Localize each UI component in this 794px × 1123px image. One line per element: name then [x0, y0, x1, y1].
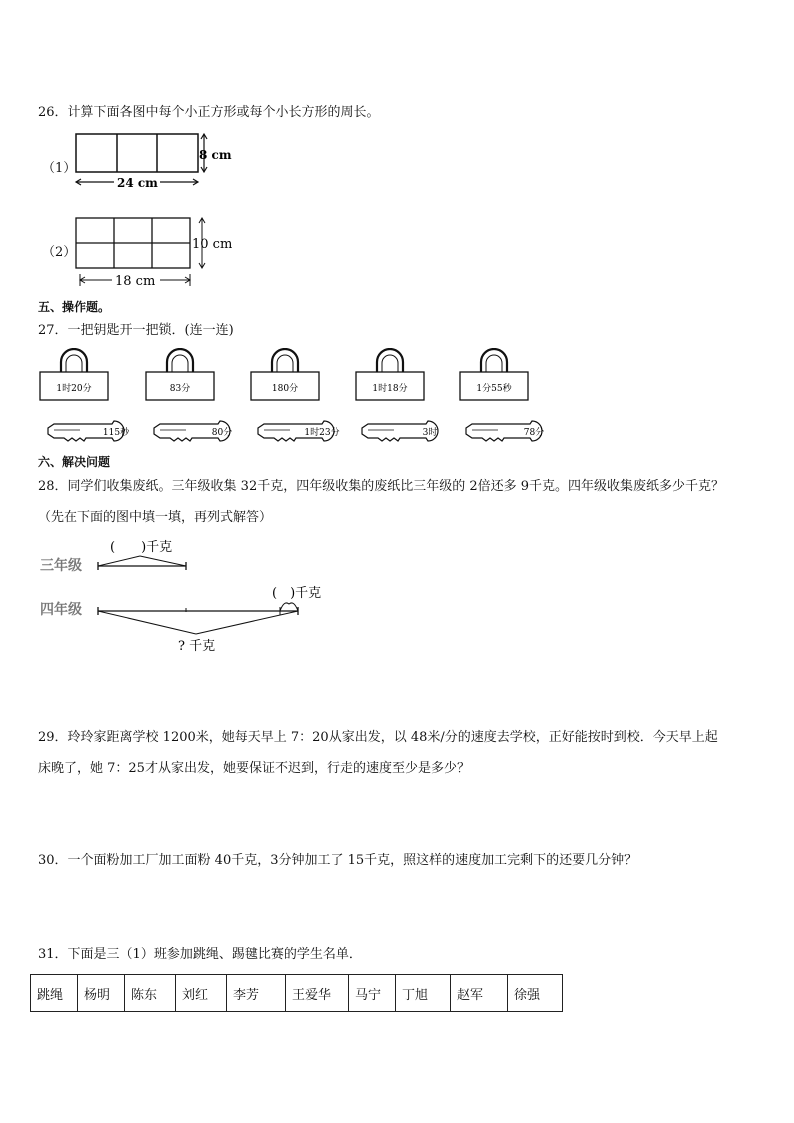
q28-question-label: ? 千克 [178, 639, 216, 654]
svg-text:1分55秒: 1分55秒 [476, 384, 512, 394]
svg-text:115秒: 115秒 [102, 428, 130, 438]
key-4[interactable] [362, 421, 438, 441]
svg-text:180分: 180分 [271, 384, 299, 394]
svg-text:80分: 80分 [211, 428, 233, 438]
lock-3[interactable] [251, 349, 319, 400]
q31-name-table [30, 974, 563, 1012]
table-cell: 徐强 [508, 975, 563, 1012]
q28-title: 28．同学们收集废纸。三年级收集 32千克，四年级收集的废纸比三年级的 2倍还多 9千克。四年级收集废纸多少千克？ [38, 479, 725, 494]
q26-fig1-label: （1） [42, 161, 77, 176]
table-cell: 刘红 [176, 975, 227, 1012]
q26-figure-2 [70, 212, 250, 294]
key-5[interactable] [466, 421, 544, 441]
lock-5[interactable] [460, 349, 528, 400]
lock-2[interactable] [146, 349, 214, 400]
q27-locks-keys [30, 348, 570, 448]
svg-text:83分: 83分 [169, 384, 191, 394]
svg-text:1时23分: 1时23分 [304, 428, 340, 438]
table-cell: 杨明 [78, 975, 125, 1012]
q31-title: 31．下面是三（1）班参加跳绳、踢毽比赛的学生名单． [38, 947, 362, 962]
q30-title: 30．一个面粉加工厂加工面粉 40千克，3分钟加工了 15千克，照这样的速度加工完剩下的还要几分钟？ [38, 853, 638, 868]
fig1-outer-rect [76, 134, 198, 172]
svg-text:3时: 3时 [422, 428, 438, 438]
q28-blank2[interactable]: ( )千克 [272, 586, 322, 601]
q26-figure-1 [70, 130, 240, 192]
table-cell: 李芳 [227, 975, 286, 1012]
q29-line2: 床晚了，她 7：25才从家出发，她要保证不迟到，行走的速度至少是多少？ [38, 761, 470, 776]
section5-title: 五、操作题。 [38, 300, 111, 314]
table-cell: 赵军 [451, 975, 508, 1012]
key-1[interactable] [48, 421, 130, 441]
table-row [31, 975, 563, 1012]
q26-title: 26．计算下面各图中每个小正方形或每个小长方形的周长。 [38, 105, 380, 120]
key-2[interactable] [154, 421, 232, 441]
table-cell: 王爱华 [286, 975, 349, 1012]
q26-fig2-label: （2） [42, 245, 77, 260]
table-cell: 马宁 [349, 975, 396, 1012]
fig1-height-label: 8 cm [199, 148, 232, 162]
table-cell: 丁旭 [396, 975, 451, 1012]
lock-4[interactable] [356, 349, 424, 400]
fig1-width-label: 24 cm [117, 176, 158, 190]
q27-title: 27．一把钥匙开一把锁．(连一连) [38, 323, 234, 338]
q28-row2-label: 四年级 [40, 602, 82, 618]
svg-text:1时20分: 1时20分 [56, 384, 92, 394]
svg-text:1时18分: 1时18分 [372, 384, 408, 394]
section6-title: 六、解决问题 [38, 455, 111, 469]
table-cell: 陈东 [125, 975, 176, 1012]
lock-1[interactable] [40, 349, 108, 400]
fig2-width-label: 18 cm [115, 274, 156, 289]
key-3[interactable] [258, 421, 340, 441]
svg-text:78分: 78分 [523, 428, 545, 438]
q29-line1: 29．玲玲家距离学校 1200米，她每天早上 7：20从家出发，以 48米/分的速度去学校，正好能按时到校．今天早上起 [38, 730, 718, 745]
q28-line-diagram [36, 534, 346, 658]
q28-row1-label: 三年级 [40, 558, 82, 574]
q28-hint: （先在下面的图中填一填，再列式解答） [38, 510, 273, 525]
fig2-height-label: 10 cm [192, 237, 233, 252]
q28-blank1[interactable]: ( )千克 [110, 540, 173, 555]
table-cell: 跳绳 [31, 975, 78, 1012]
